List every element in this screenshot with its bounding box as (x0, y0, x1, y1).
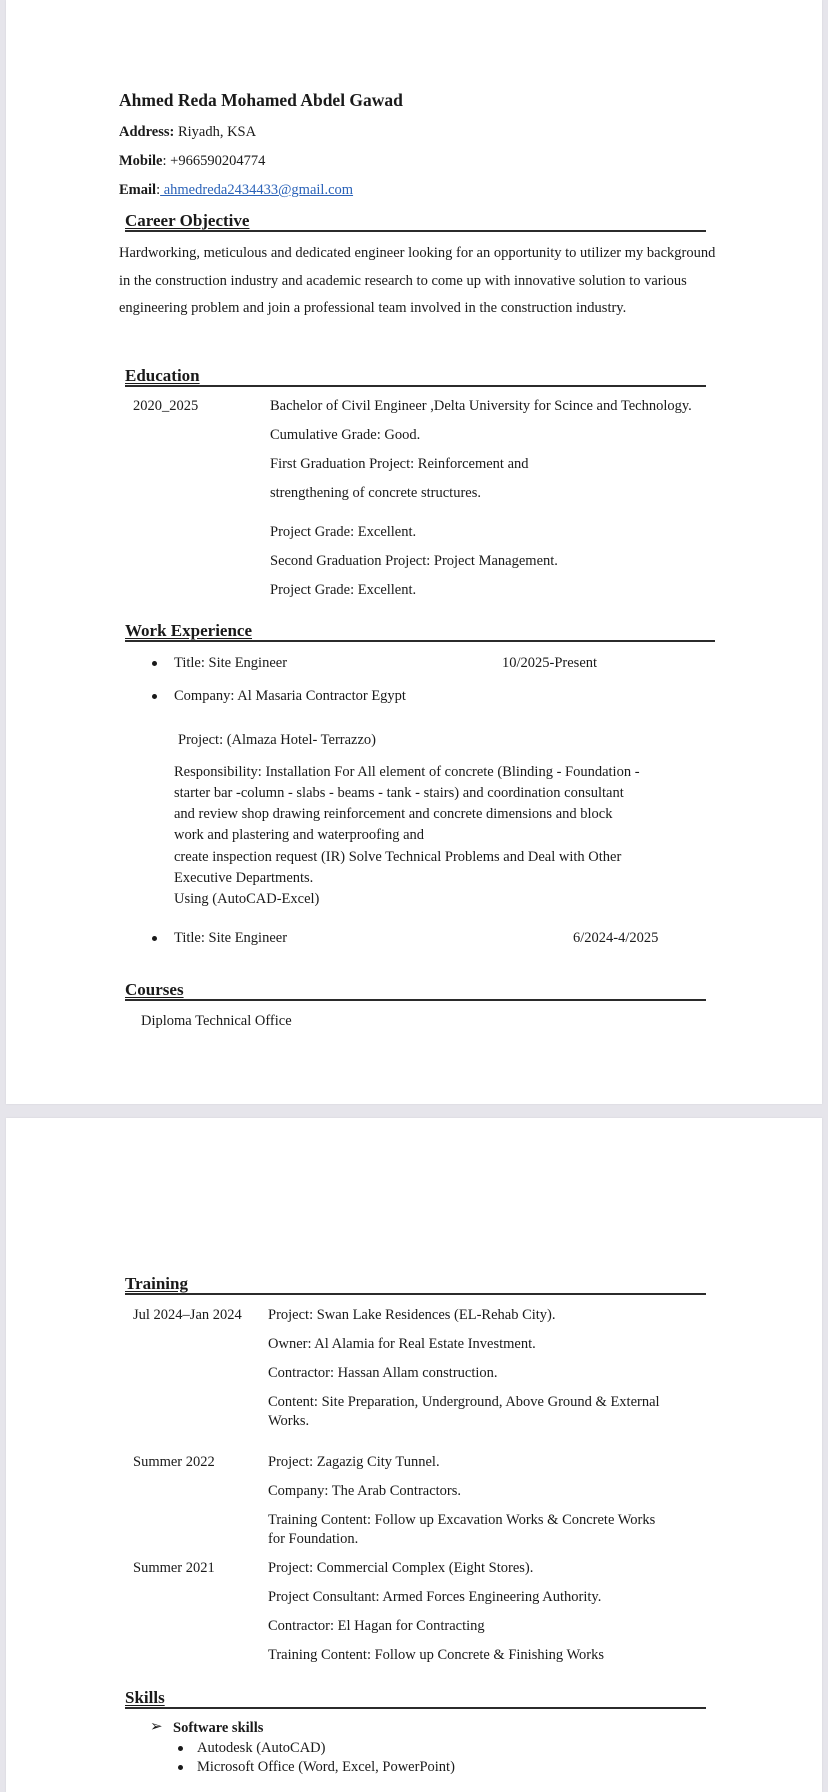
training-line: Project: Commercial Complex (Eight Stores). (268, 1560, 534, 1576)
training-line: Training Content: Follow up Excavation Works & Concrete Works (268, 1512, 656, 1528)
job-title: Title: Site Engineer (174, 930, 288, 946)
courses-heading (125, 981, 706, 1001)
course-item: Diploma Technical Office (141, 1013, 292, 1029)
job-responsibility-line: Executive Departments. (174, 870, 314, 886)
address-value: Riyadh, KSA (174, 124, 257, 140)
training-period: Summer 2021 (133, 1560, 215, 1576)
education-heading-text: Education (125, 366, 200, 385)
education-heading (125, 367, 706, 387)
job-dates: 6/2024-4/2025 (573, 930, 659, 946)
address-label: Address: (119, 124, 175, 140)
training-line: Contractor: El Hagan for Contracting (268, 1618, 485, 1634)
education-period: 2020_2025 (133, 398, 199, 414)
training-line: Project: Swan Lake Residences (EL-Rehab City). (268, 1307, 556, 1323)
career-objective-heading-text: Career Objective (125, 211, 250, 230)
education-line: Project Grade: Excellent. (270, 582, 417, 598)
bullet-icon (152, 936, 157, 941)
email-line (119, 182, 353, 199)
training-line: for Foundation. (268, 1531, 359, 1547)
email-separator: : (156, 182, 161, 198)
job-responsibility-line: Responsibility: Installation For All element of concrete (Blinding - Foundation - (174, 764, 640, 780)
page-2 (6, 1118, 822, 1792)
job-responsibility-line: create inspection request (IR) Solve Technical Problems and Deal with Other (174, 849, 622, 865)
courses-heading-text: Courses (125, 980, 184, 999)
mobile-line (119, 153, 265, 170)
job-project: Project: (Almaza Hotel- Terrazzo) (178, 732, 376, 748)
training-period: Jul 2024–Jan 2024 (133, 1307, 242, 1323)
training-heading (125, 1275, 706, 1295)
work-experience-heading (125, 622, 715, 642)
job-responsibility-line: Using (AutoCAD-Excel) (174, 891, 320, 907)
job-responsibility-line: and review shop drawing reinforcement and concrete dimensions and block (174, 806, 613, 822)
bullet-icon (152, 661, 157, 666)
training-line: Works. (268, 1413, 310, 1429)
job-title: Title: Site Engineer (174, 655, 288, 671)
work-experience-heading-text: Work Experience (125, 621, 253, 640)
education-line: Project Grade: Excellent. (270, 524, 417, 540)
education-line: Cumulative Grade: Good. (270, 427, 421, 443)
bullet-icon (152, 694, 157, 699)
page-1 (6, 0, 822, 1104)
career-objective-text: Hardworking, meticulous and dedicated engineer looking for an opportunity to utilizer my background in the construction industry and academic research to come up with innovative solution to various engineering problem and join a professional team involved in the construction industry. (119, 245, 716, 316)
candidate-name: Ahmed Reda Mohamed Abdel Gawad (119, 90, 403, 110)
email-label: Email (119, 182, 157, 198)
bullet-icon (178, 1765, 183, 1770)
training-line: Contractor: Hassan Allam construction. (268, 1365, 498, 1381)
training-line: Owner: Al Alamia for Real Estate Investment. (268, 1336, 536, 1352)
education-line: First Graduation Project: Reinforcement and (270, 456, 529, 472)
training-heading-text: Training (125, 1274, 188, 1293)
training-line: Project: Zagazig City Tunnel. (268, 1454, 440, 1470)
job-dates: 10/2025-Present (502, 655, 598, 671)
skill-item: Microsoft Office (Word, Excel, PowerPoint) (197, 1759, 455, 1775)
bullet-icon (178, 1746, 183, 1751)
training-period: Summer 2022 (133, 1454, 215, 1470)
skill-item: Autodesk (AutoCAD) (197, 1740, 326, 1756)
education-line: strengthening of concrete structures. (270, 485, 481, 501)
arrow-bullet-icon: ➢ (150, 1719, 163, 1735)
job-responsibility-line: work and plastering and waterproofing and (174, 827, 425, 843)
training-line: Training Content: Follow up Concrete & Finishing Works (268, 1647, 604, 1663)
training-line: Content: Site Preparation, Underground, Above Ground & External (268, 1394, 660, 1410)
education-line: Bachelor of Civil Engineer ,Delta University for Scince and Technology. (270, 398, 692, 414)
training-line: Company: The Arab Contractors. (268, 1483, 462, 1499)
skills-heading (125, 1689, 706, 1709)
job-responsibility-line: starter bar -column - slabs - beams - tank - stairs) and coordination consultant (174, 785, 624, 801)
job-company: Company: Al Masaria Contractor Egypt (174, 688, 406, 704)
education-line: Second Graduation Project: Project Management. (270, 553, 558, 569)
skills-heading-text: Skills (125, 1688, 165, 1707)
career-objective-heading (125, 212, 706, 232)
mobile-value: : +966590204774 (162, 153, 266, 169)
email-link[interactable]: ahmedreda2434433@gmail.com (160, 182, 354, 198)
mobile-label: Mobile (119, 153, 163, 169)
training-line: Project Consultant: Armed Forces Engineering Authority. (268, 1589, 602, 1605)
skill-group-title: Software skills (173, 1720, 264, 1736)
address-line (119, 124, 256, 141)
